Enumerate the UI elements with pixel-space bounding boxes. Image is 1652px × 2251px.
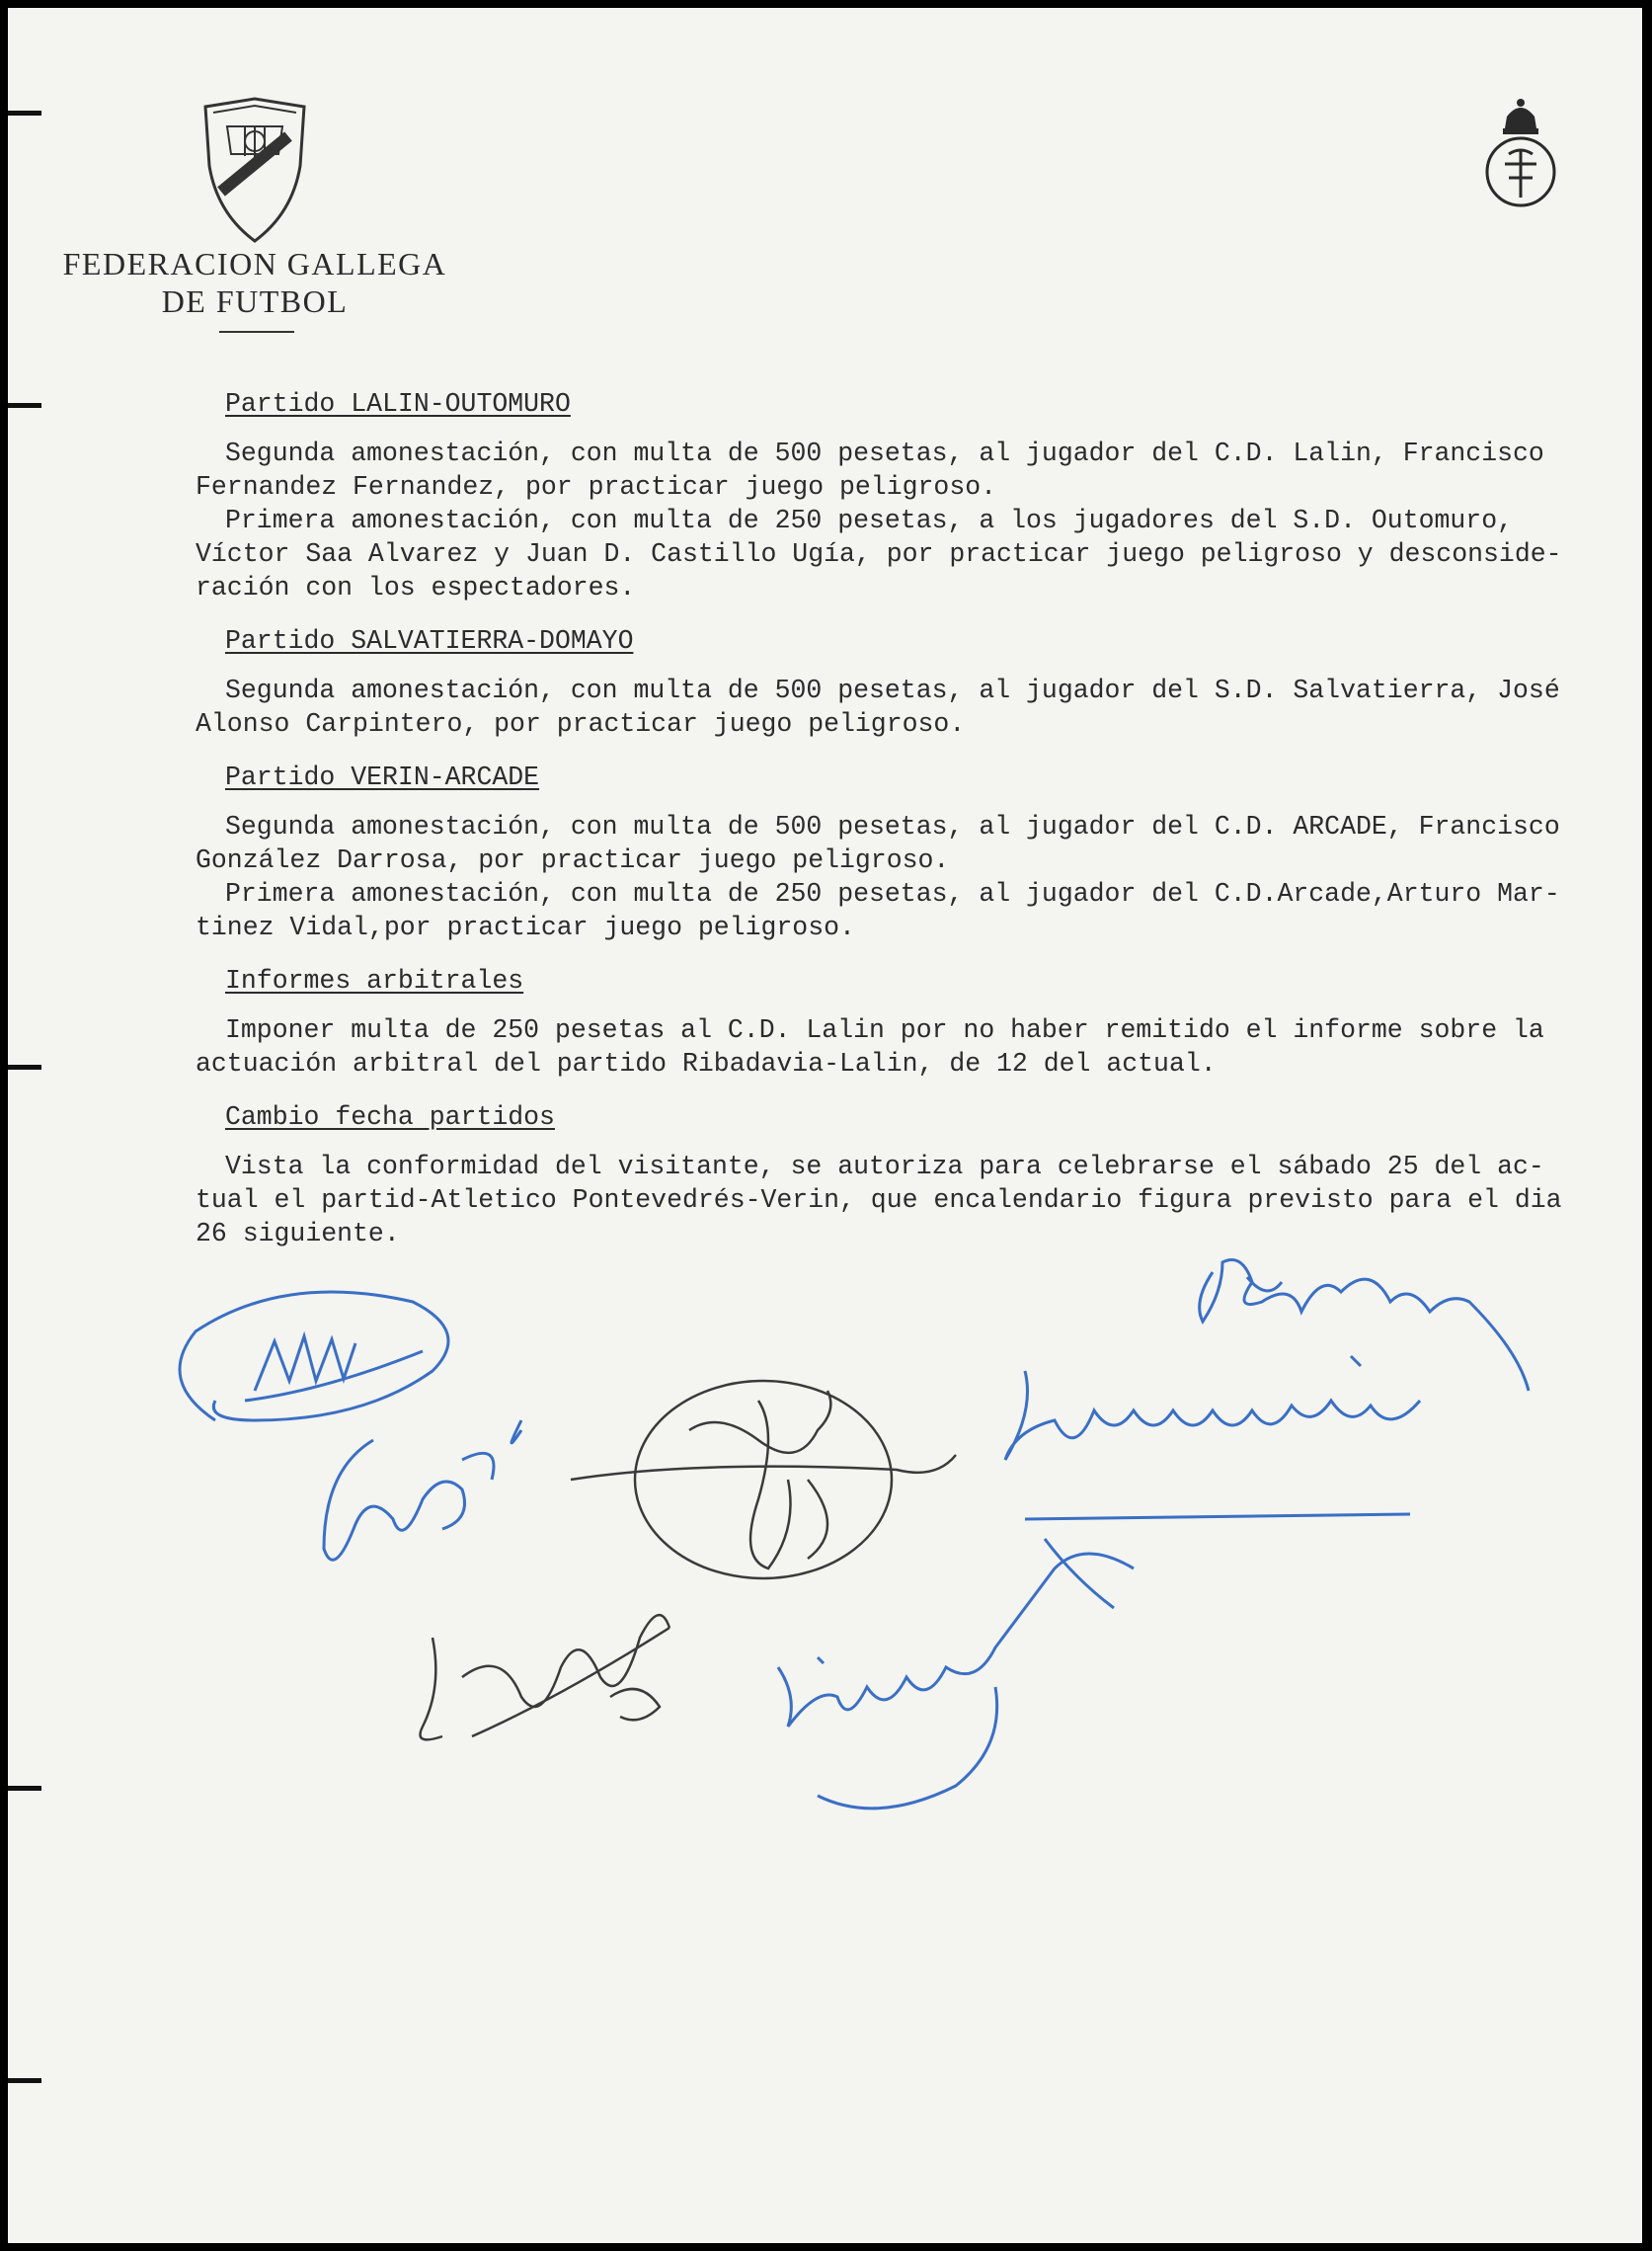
organization-name-line2: DE FUTBOL: [161, 283, 349, 319]
signature-4: [421, 1615, 670, 1739]
crown-emblem-logo: [1479, 95, 1562, 211]
paragraph: [196, 504, 1632, 604]
signature-2: [324, 1420, 521, 1560]
paragraph-line: ración con los espectadores.: [196, 573, 636, 603]
section-verin-arcade: [196, 761, 1632, 944]
section-heading: Partido LALIN-OUTOMURO: [225, 389, 571, 419]
signatures-area: [8, 1233, 1642, 1825]
document-body: [196, 387, 1632, 1270]
paragraph-line: Fernandez Fernandez, por practicar juego peligroso.: [196, 472, 997, 502]
paragraph-line: tinez Vidal,por practicar juego peligroso.: [196, 913, 855, 942]
paragraph-line: Primera amonestación, con multa de 250 pesetas, a los jugadores del S.D. Outomuro,: [225, 506, 1514, 535]
paragraph: [196, 674, 1632, 741]
paragraph-line: tual el partid-Atletico Pontevedrés-Verin, que encalendario figura previsto para el dia: [196, 1185, 1562, 1215]
section-heading: Informes arbitrales: [225, 966, 524, 996]
signature-1: [180, 1292, 448, 1420]
paragraph-line: Segunda amonestación, con multa de 500 pesetas, al jugador del S.D. Salvatierra, José: [225, 676, 1560, 705]
paragraph-line: Víctor Saa Alvarez y Juan D. Castillo Ugía, por practicar juego peligroso y desconside-: [196, 539, 1562, 569]
paragraph: [196, 437, 1632, 504]
paragraph-line: Vista la conformidad del visitante, se autoriza para celebrarse el sábado 25 del ac-: [225, 1152, 1544, 1181]
paragraph-line: Alonso Carpintero, por practicar juego peligroso.: [196, 709, 966, 739]
federation-shield-logo: [197, 97, 312, 245]
signature-5: [1005, 1356, 1420, 1519]
section-cambio-fecha-partidos: [196, 1100, 1632, 1250]
signature-7: [778, 1539, 1134, 1809]
paragraph-line: actuación arbitral del partido Ribadavia-Lalin, de 12 del actual.: [196, 1049, 1217, 1079]
binder-mark: [8, 111, 41, 116]
organization-name-line1: FEDERACION GALLEGA: [62, 246, 447, 281]
section-lalin-outomuro: [196, 387, 1632, 604]
paragraph-line: 26 siguiente.: [196, 1219, 400, 1248]
paragraph-line: Segunda amonestación, con multa de 500 pesetas, al jugador del C.D. ARCADE, Francisco: [225, 812, 1560, 842]
binder-mark: [8, 1065, 41, 1070]
section-heading: Cambio fecha partidos: [225, 1102, 555, 1132]
paragraph: [196, 877, 1632, 944]
section-salvatierra-domayo: [196, 624, 1632, 741]
section-heading: Partido SALVATIERRA-DOMAYO: [225, 626, 634, 656]
binder-mark: [8, 403, 41, 408]
paragraph: [196, 1013, 1632, 1081]
paragraph-line: Imponer multa de 250 pesetas al C.D. Lalin por no haber remitido el informe sobre la: [225, 1015, 1544, 1045]
letterhead-divider: [219, 331, 294, 333]
section-heading: Partido VERIN-ARCADE: [225, 763, 540, 792]
signature-3: [571, 1381, 956, 1578]
binder-mark: [8, 2078, 41, 2083]
paragraph-line: González Darrosa, por practicar juego peligroso.: [196, 845, 950, 875]
signature-6: [1200, 1260, 1529, 1392]
paragraph: [196, 810, 1632, 877]
organization-name: [57, 245, 452, 320]
paragraph-line: Primera amonestación, con multa de 250 pesetas, al jugador del C.D.Arcade,Arturo Mar-: [225, 879, 1560, 909]
paragraph-line: Segunda amonestación, con multa de 500 pesetas, al jugador del C.D. Lalin, Francisco: [225, 439, 1544, 468]
document-page: [8, 8, 1642, 2243]
section-informes-arbitrales: [196, 964, 1632, 1081]
